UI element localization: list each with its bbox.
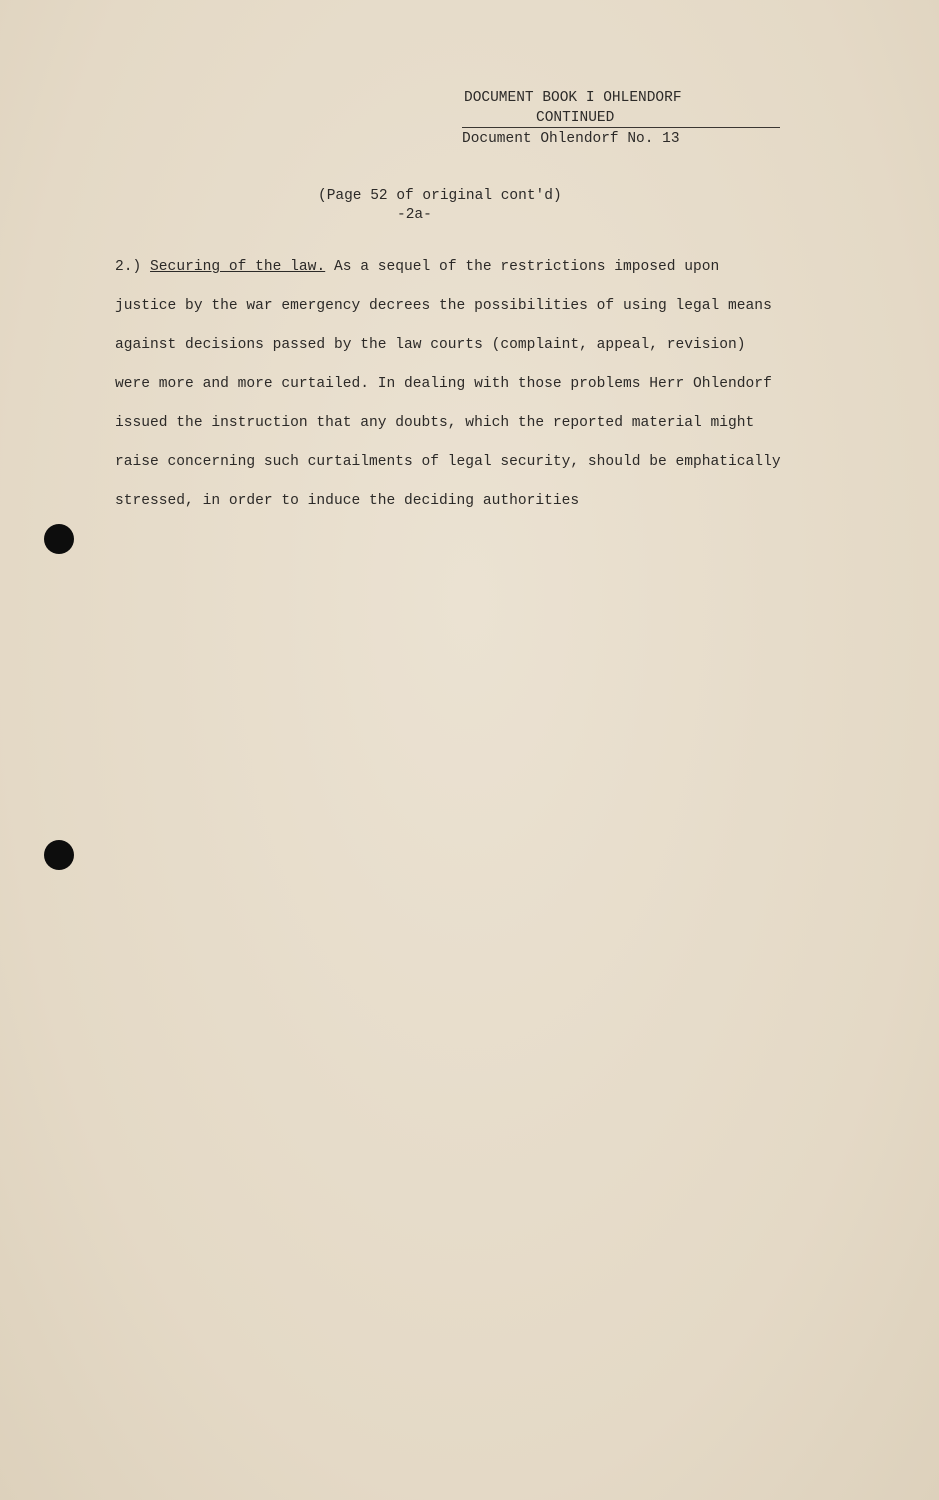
paragraph-first-line bbox=[115, 248, 875, 287]
paragraph-number: 2.) bbox=[115, 259, 142, 275]
paragraph-line: stressed, in order to induce the deciding authorities bbox=[115, 493, 580, 509]
punch-hole-lower bbox=[44, 840, 74, 870]
document-header bbox=[462, 88, 722, 149]
paragraph-line: raise concerning such curtailments of legal security, should be emphatically bbox=[115, 454, 781, 470]
header-book-title: DOCUMENT BOOK I OHLENDORF bbox=[464, 90, 682, 106]
paragraph-first-line-text: As a sequel of the restrictions imposed upon bbox=[333, 259, 720, 275]
header-continued: CONTINUED bbox=[462, 108, 780, 128]
page-reference: (Page 52 of original cont'd) bbox=[318, 188, 562, 204]
page-sub-reference: -2a- bbox=[397, 207, 432, 223]
paragraph-line: issued the instruction that any doubts, which the reported material might bbox=[115, 415, 755, 431]
punch-hole-upper bbox=[44, 524, 74, 554]
paragraph-line: against decisions passed by the law courts (complaint, appeal, revision) bbox=[115, 337, 746, 353]
paragraph-line: were more and more curtailed. In dealing with those problems Herr Ohlendorf bbox=[115, 376, 772, 392]
header-document-number: Document Ohlendorf No. 13 bbox=[462, 131, 680, 147]
paragraph-heading: Securing of the law. bbox=[150, 259, 326, 275]
paragraph-body bbox=[115, 248, 875, 521]
paragraph-line: justice by the war emergency decrees the possibilities of using legal means bbox=[115, 298, 772, 314]
